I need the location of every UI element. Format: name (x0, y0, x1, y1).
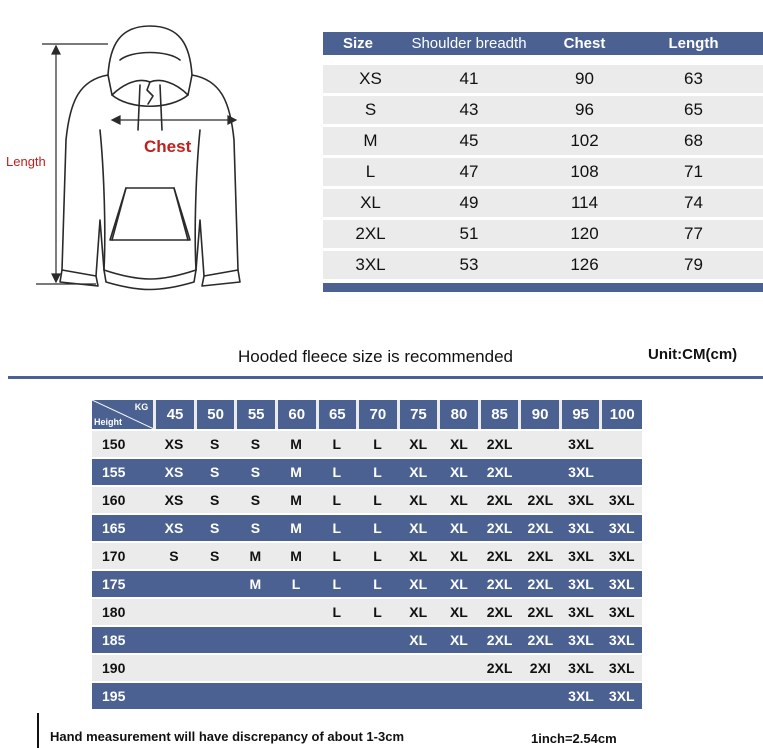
height-row (92, 487, 642, 513)
recommended-size-cell: S (250, 464, 261, 480)
height-row (92, 431, 642, 457)
recommended-size-cell: XL (449, 548, 468, 564)
recommended-size-cell: XS (164, 520, 184, 536)
size-cell: XS (359, 69, 382, 88)
recommended-size-cell (194, 627, 235, 653)
recommended-size-cell (235, 599, 276, 625)
header-length: Length (668, 35, 719, 52)
size-table-header (323, 32, 763, 55)
weight-header: 75 (400, 400, 438, 429)
weight-header: 60 (278, 400, 316, 429)
recommended-size-cell (316, 655, 357, 681)
recommended-size-cell: S (250, 492, 261, 508)
recommended-size-cell: 2XL (527, 492, 554, 508)
recommended-size-cell: XL (409, 632, 428, 648)
inch-conversion-note: 1inch=2.54cm (531, 731, 617, 746)
recommended-size-cell (194, 599, 235, 625)
recommended-size-cell: M (290, 436, 302, 452)
recommended-size-cell: XL (409, 464, 428, 480)
recommended-size-cell: S (210, 548, 220, 564)
weight-header: 80 (440, 400, 478, 429)
recommended-size-cell: XL (449, 604, 468, 620)
recommended-size-cell: XS (164, 464, 184, 480)
chest-cell: 108 (570, 162, 599, 181)
chest-cell: 96 (575, 100, 594, 119)
height-cell: 160 (102, 492, 126, 508)
recommended-size-cell: L (332, 492, 342, 508)
weight-header: 55 (237, 400, 275, 429)
recommended-size-cell: XS (164, 492, 184, 508)
recommended-size-cell: 3XL (568, 436, 594, 452)
recommended-size-cell (276, 599, 317, 625)
size-cell: XL (360, 193, 381, 212)
recommended-size-cell: 3XL (568, 548, 594, 564)
chest-label: Chest (144, 137, 192, 156)
recommended-size-cell: 3XL (608, 632, 635, 648)
recommended-size-cell (398, 683, 439, 709)
height-row (92, 599, 642, 625)
recommended-size-cell: XL (449, 464, 468, 480)
size-row (323, 65, 763, 93)
length-cell: 65 (684, 100, 703, 119)
unit-label: Unit:CM(cm) (648, 346, 738, 363)
section-divider (8, 376, 763, 379)
footer-bar (37, 713, 39, 748)
recommended-size-cell: 3XL (608, 688, 635, 704)
recommended-size-cell: 2XL (527, 632, 554, 648)
recommended-size-cell: 3XL (568, 492, 594, 508)
shoulder-cell: 51 (459, 224, 479, 243)
recommended-size-cell: L (373, 548, 382, 564)
height-row (92, 543, 642, 569)
recommendation-title: Hooded fleece size is recommended (238, 347, 513, 366)
recommended-size-cell: L (291, 576, 301, 592)
height-cell: 150 (102, 436, 126, 452)
recommended-size-cell: S (169, 548, 179, 564)
recommended-size-cell: M (249, 548, 262, 564)
recommended-size-cell: 2XL (527, 604, 554, 620)
length-cell: 71 (684, 162, 703, 181)
recommended-size-cell: XL (409, 576, 428, 592)
recommended-size-cell (357, 683, 398, 709)
weight-header: 90 (521, 400, 559, 429)
recommended-size-cell (357, 655, 398, 681)
recommended-size-cell: 3XL (608, 492, 635, 508)
recommended-size-cell (154, 627, 195, 653)
length-label: Length (6, 154, 46, 169)
recommended-size-cell (316, 627, 357, 653)
recommended-size-cell: 3XL (568, 464, 594, 480)
chest-cell: 90 (575, 69, 594, 88)
recommended-size-cell: L (373, 576, 382, 592)
height-cell: 180 (102, 604, 126, 620)
recommended-size-cell: M (249, 576, 262, 592)
size-cell: 2XL (355, 224, 386, 243)
height-cell: 185 (102, 632, 126, 648)
grid-corner (92, 400, 153, 429)
height-row (92, 571, 642, 597)
weight-header: 70 (359, 400, 397, 429)
chest-cell: 102 (570, 131, 599, 150)
height-row (92, 683, 642, 709)
recommended-size-cell: L (373, 604, 382, 620)
recommended-size-cell: 2XL (486, 436, 513, 452)
shoulder-cell: 53 (459, 255, 479, 274)
size-row (323, 189, 763, 217)
recommended-size-cell: 3XL (568, 688, 594, 704)
recommendation-grid (92, 400, 642, 709)
recommended-size-cell: S (210, 520, 220, 536)
weight-header: 85 (481, 400, 519, 429)
recommended-size-cell (194, 655, 235, 681)
recommended-size-cell (520, 431, 561, 457)
recommended-size-cell: L (332, 576, 342, 592)
recommended-size-cell (520, 459, 561, 485)
recommended-size-cell: 3XL (568, 604, 594, 620)
recommended-size-cell: L (373, 464, 382, 480)
recommended-size-cell (357, 627, 398, 653)
weight-header: 65 (319, 400, 357, 429)
header-chest: Chest (563, 35, 606, 52)
recommended-size-cell: 2XL (486, 464, 513, 480)
length-cell: 63 (684, 69, 703, 88)
recommended-size-cell: L (373, 492, 382, 508)
height-cell: 195 (102, 688, 126, 704)
length-cell: 77 (684, 224, 703, 243)
recommended-size-cell: XL (409, 436, 428, 452)
recommended-size-cell (276, 627, 317, 653)
size-row (323, 220, 763, 248)
recommended-size-cell: 2XL (527, 548, 554, 564)
height-row (92, 515, 642, 541)
recommended-size-cell: 2XL (486, 548, 513, 564)
recommended-size-cell: L (332, 548, 342, 564)
length-cell: 68 (684, 131, 703, 150)
recommended-size-cell: XL (449, 492, 468, 508)
recommended-size-cell: 3XL (608, 520, 635, 536)
weight-header: 45 (156, 400, 194, 429)
recommended-size-cell: M (290, 464, 302, 480)
header-shoulder-breadth: Shoulder breadth (411, 35, 527, 52)
chest-cell: 126 (570, 255, 599, 274)
height-row (92, 627, 642, 653)
recommended-size-cell: 2XL (486, 632, 513, 648)
recommended-size-cell: 3XL (608, 604, 635, 620)
height-row (92, 655, 642, 681)
shoulder-cell: 47 (459, 162, 479, 181)
recommended-size-cell: 2XI (529, 660, 551, 676)
chest-cell: 114 (570, 193, 599, 212)
size-row (323, 251, 763, 279)
height-cell: 155 (102, 464, 126, 480)
size-row (323, 127, 763, 155)
recommended-size-cell (479, 683, 520, 709)
chest-cell: 120 (570, 224, 599, 243)
recommended-size-cell (520, 683, 561, 709)
recommended-size-cell: 3XL (568, 576, 594, 592)
recommended-size-cell: S (210, 436, 220, 452)
recommended-size-cell: L (373, 520, 382, 536)
recommended-size-cell: 3XL (568, 520, 594, 536)
recommended-size-cell (235, 627, 276, 653)
recommended-size-cell (154, 683, 195, 709)
weight-header: 95 (562, 400, 600, 429)
recommended-size-cell: S (250, 436, 261, 452)
recommended-size-cell: L (373, 436, 382, 452)
recommended-size-cell (235, 683, 276, 709)
shoulder-cell: 45 (459, 131, 479, 150)
measurement-note: Hand measurement will have discrepancy of about 1-3cm (50, 729, 405, 744)
recommended-size-cell: 2XL (527, 520, 554, 536)
recommended-size-cell: L (332, 464, 342, 480)
header-size: Size (342, 35, 373, 52)
recommended-size-cell (235, 655, 276, 681)
recommended-size-cell (154, 655, 195, 681)
recommended-size-cell: 3XL (608, 548, 635, 564)
recommended-size-cell: 2XL (486, 492, 513, 508)
corner-kg-label: KG (134, 402, 149, 412)
size-cell: M (363, 131, 378, 150)
height-cell: 165 (102, 520, 126, 536)
shoulder-cell: 43 (459, 100, 479, 119)
weight-header-row (92, 400, 642, 429)
size-cell: 3XL (355, 255, 386, 274)
height-cell: 175 (102, 576, 126, 592)
recommended-size-cell (194, 571, 235, 597)
recommended-size-cell: L (332, 520, 342, 536)
recommended-size-cell (276, 655, 317, 681)
size-row (323, 96, 763, 124)
recommended-size-cell: XL (409, 604, 428, 620)
length-cell: 74 (684, 193, 703, 212)
recommended-size-cell: XS (164, 436, 184, 452)
recommended-size-cell: 3XL (568, 660, 594, 676)
recommended-size-cell: S (250, 520, 261, 536)
recommended-size-cell: L (332, 604, 342, 620)
recommended-size-cell: 3XL (568, 632, 594, 648)
recommended-size-cell: M (290, 520, 302, 536)
size-table (323, 32, 763, 292)
size-cell: S (364, 100, 377, 119)
height-cell: 190 (102, 660, 126, 676)
weight-header: 100 (602, 400, 642, 429)
recommended-size-cell (316, 683, 357, 709)
recommended-size-cell: XL (449, 436, 468, 452)
recommended-size-cell: 2XL (486, 604, 513, 620)
height-row (92, 459, 642, 485)
recommended-size-cell: S (210, 492, 220, 508)
recommended-size-cell (439, 683, 480, 709)
recommended-size-cell: XL (449, 576, 468, 592)
recommended-size-cell: M (290, 548, 302, 564)
recommended-size-cell: 3XL (608, 576, 635, 592)
recommended-size-cell (194, 683, 235, 709)
recommended-size-cell (154, 599, 195, 625)
recommended-size-cell: S (210, 464, 220, 480)
recommended-size-cell: XL (449, 632, 468, 648)
corner-height-label: Height (94, 417, 122, 427)
recommended-size-cell: XL (409, 548, 428, 564)
recommended-size-cell (439, 655, 480, 681)
recommended-size-cell: XL (409, 520, 428, 536)
recommended-size-cell: 2XL (527, 576, 554, 592)
recommended-size-cell: M (290, 492, 302, 508)
recommended-size-cell: 2XL (486, 576, 513, 592)
recommended-size-cell: XL (449, 520, 468, 536)
length-cell: 79 (684, 255, 703, 274)
recommended-size-cell (398, 655, 439, 681)
recommended-size-cell (601, 459, 642, 485)
recommended-size-cell: 2XL (486, 520, 513, 536)
recommended-size-cell: XL (409, 492, 428, 508)
recommended-size-cell: 3XL (608, 660, 635, 676)
recommended-size-cell: 2XL (486, 660, 513, 676)
weight-header: 50 (197, 400, 235, 429)
size-cell: L (365, 162, 376, 181)
recommended-size-cell (276, 683, 317, 709)
size-table-footer-bar (323, 283, 763, 292)
shoulder-cell: 41 (459, 69, 479, 88)
recommended-size-cell: L (332, 436, 342, 452)
recommended-size-cell (154, 571, 195, 597)
recommended-size-cell (601, 431, 642, 457)
size-row (323, 158, 763, 186)
height-cell: 170 (102, 548, 126, 564)
shoulder-cell: 49 (459, 193, 479, 212)
